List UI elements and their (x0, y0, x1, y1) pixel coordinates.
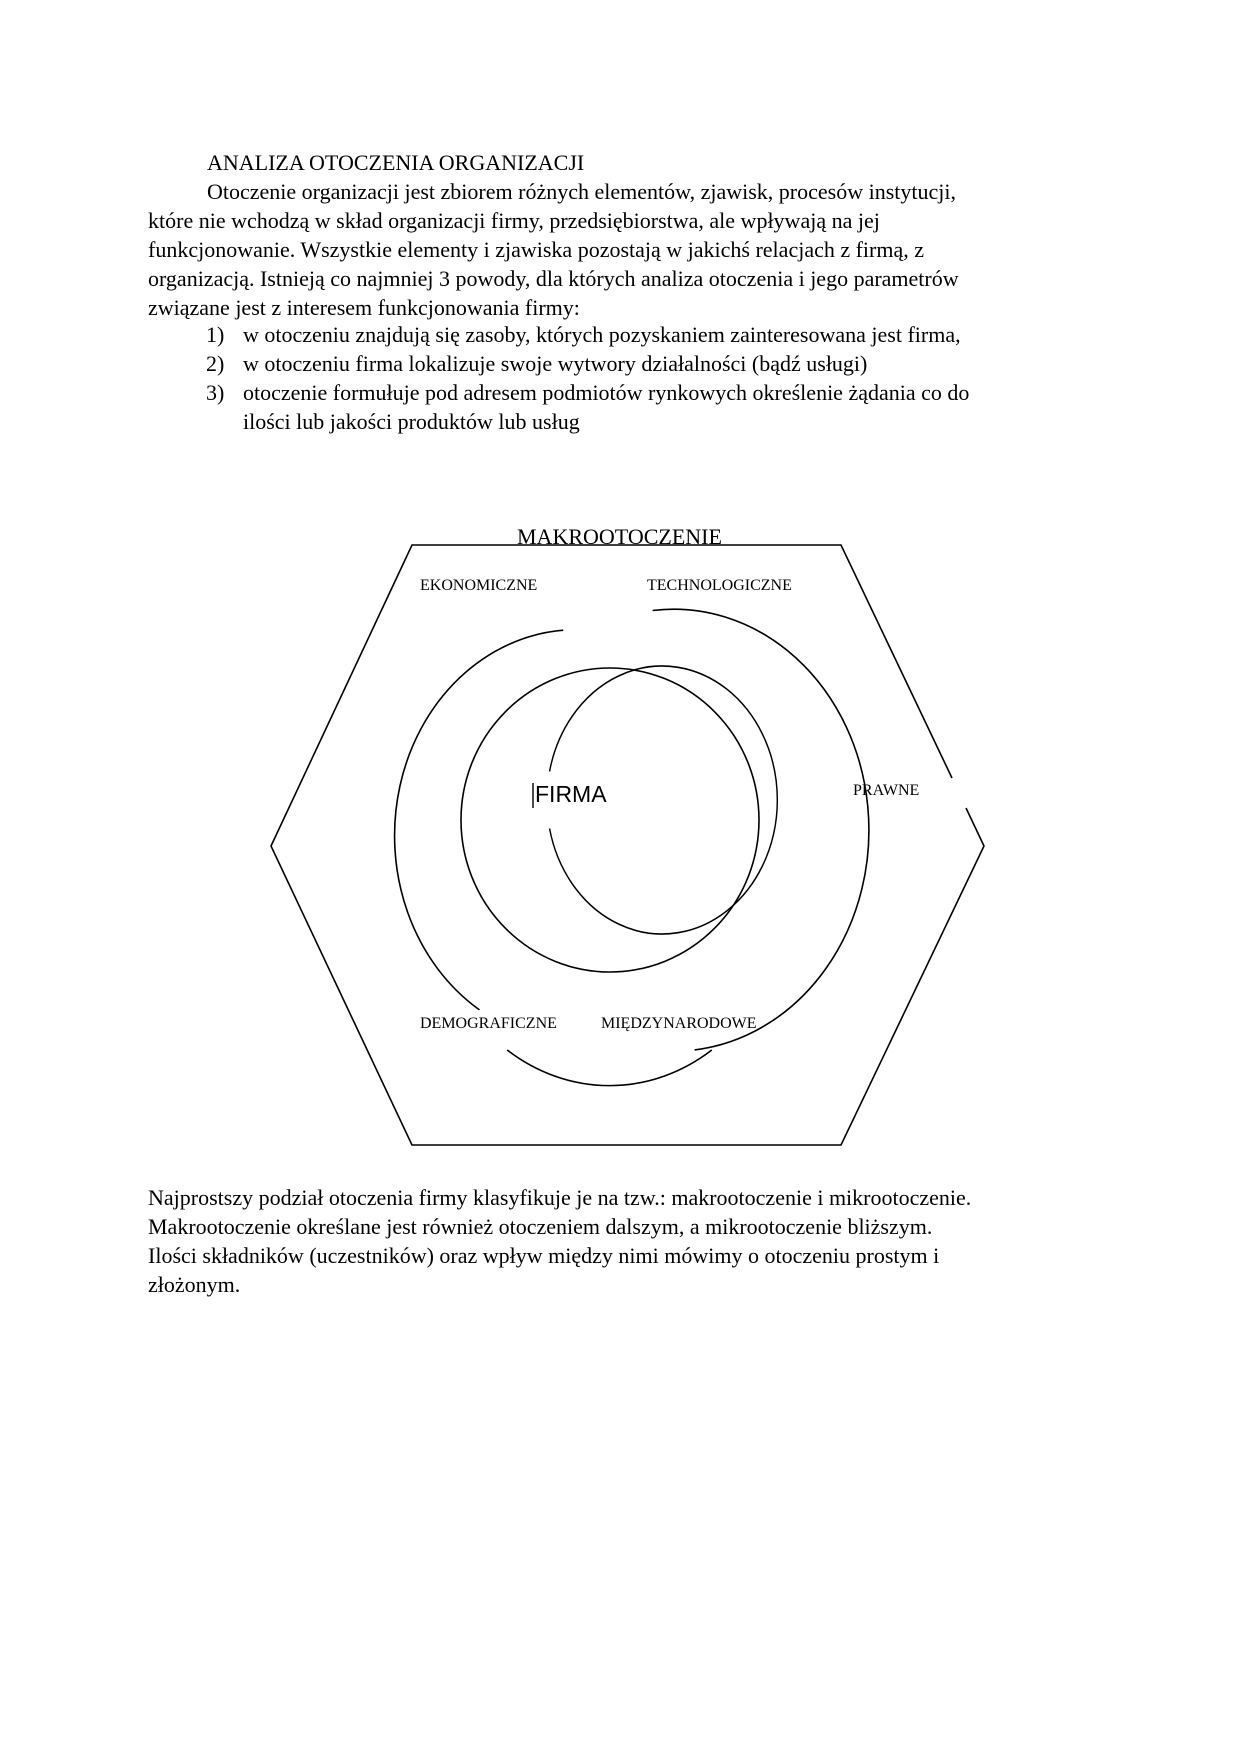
outer-ring (653, 609, 869, 1050)
label-technological: TECHNOLOGICZNE (647, 577, 792, 594)
hexagon-outline (271, 545, 984, 1145)
list-item-text: otoczenie formułuje pod adresem podmiotów rynkowych określenie żądania co do (243, 380, 970, 405)
list-item-text-continued: ilości lub jakości produktów lub usług (243, 409, 580, 434)
middle-ring (461, 668, 759, 972)
intro-line-1: Otoczenie organizacji jest zbiorem różnych elementów, zjawisk, procesów instytucji, (207, 179, 956, 204)
label-international: MIĘDZYNARODOWE (601, 1015, 757, 1032)
label-demographic: DEMOGRAFICZNE (420, 1015, 557, 1032)
closing-paragraph (148, 1183, 971, 1299)
intro-line-5: związane jest z interesem funkcjonowania firmy: (148, 295, 580, 320)
closing-line-3: Ilości składników (uczestników) oraz wpływ między nimi mówimy o otoczeniu prostym i (148, 1243, 940, 1268)
closing-line-4: złożonym. (148, 1272, 241, 1297)
list-item-text: w otoczeniu znajdują się zasoby, których pozyskaniem zainteresowana jest firma, (243, 322, 961, 347)
list-item-text: w otoczeniu firma lokalizuje swoje wytwory działalności (bądź usługi) (243, 351, 868, 376)
list-item-number: 1) (206, 322, 225, 347)
document-title: ANALIZA OTOCZENIA ORGANIZACJI (207, 150, 585, 175)
closing-line-2: Makrootoczenie określane jest również otoczeniem dalszym, a mikrootoczenie bliższym. (148, 1214, 933, 1239)
intro-line-4: organizacją. Istnieją co najmniej 3 powody, dla których analiza otoczenia i jego parametrów (148, 266, 959, 291)
intro-line-2: które nie wchodzą w skład organizacji firmy, przedsiębiorstwa, ale wpływają na jej (148, 208, 880, 233)
list-item-number: 2) (206, 351, 225, 376)
outer-ring-bottom-arc (507, 1050, 712, 1086)
diagram-center-label: FIRMA (535, 781, 607, 807)
list-item-number: 3) (206, 380, 225, 405)
diagram-title: MAKROOTOCZENIE (517, 524, 722, 549)
closing-line-1: Najprostszy podział otoczenia firmy klasyfikuje je na tzw.: makrootoczenie i mikrootoczenie. (148, 1185, 972, 1210)
intro-line-3: funkcjonowanie. Wszystkie elementy i zjawiska pozostają w jakichś relacjach z firmą, z (148, 237, 925, 262)
label-economic: EKONOMICZNE (420, 577, 538, 594)
label-legal: PRAWNE (853, 782, 920, 799)
